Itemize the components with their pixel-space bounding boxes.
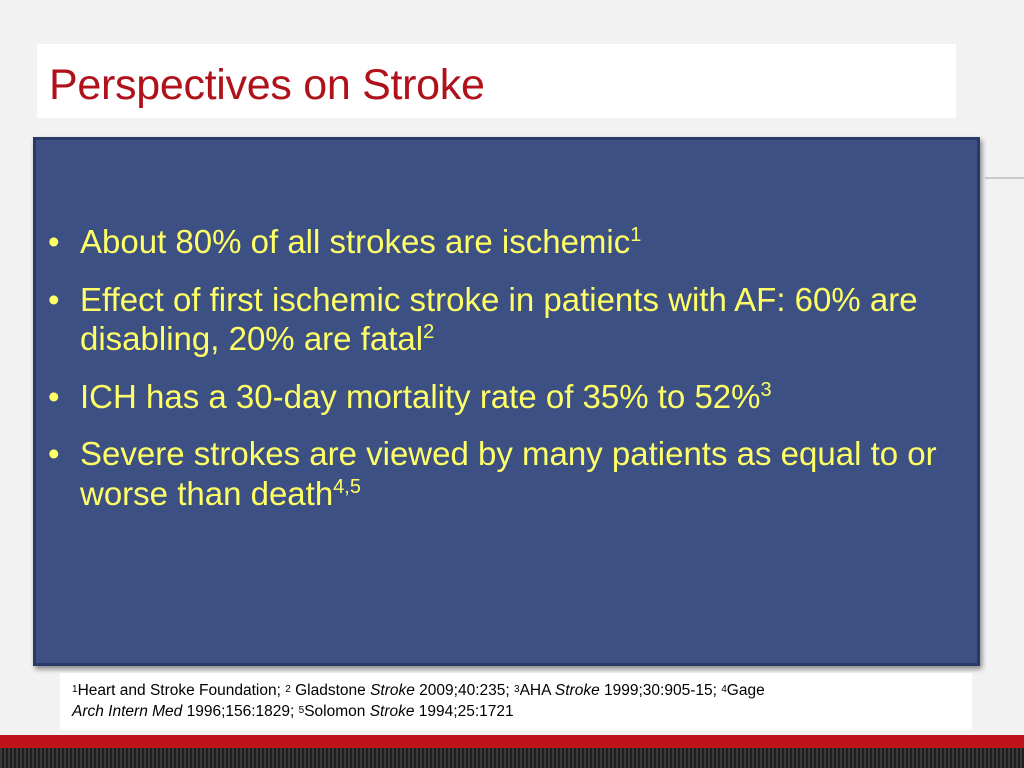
bullet-dot-icon: • (48, 377, 60, 415)
reference-number: 5 (298, 705, 305, 716)
reference-number: 1 (72, 684, 78, 695)
citation-number: 3 (760, 378, 772, 401)
bullet-dot-icon: • (48, 223, 60, 260)
reference-number: 3 (514, 684, 520, 695)
bullet-dot-icon: • (48, 435, 60, 473)
reference-number: 2 (285, 684, 291, 695)
bullet-text: Severe strokes are viewed by many patients as equal to or worse than death (80, 435, 937, 512)
reference-citation: 2009;40:235; (414, 682, 514, 699)
reference-text: Gage (726, 682, 765, 699)
citation-number: 4,5 (333, 475, 361, 498)
bullet-list (46, 222, 956, 532)
journal-name: Stroke (370, 682, 415, 699)
bullet-item (46, 280, 956, 359)
journal-name: Stroke (369, 703, 415, 720)
reference-text: Gladstone (290, 682, 371, 699)
title-box (37, 44, 956, 118)
citation-number: 1 (630, 224, 642, 246)
reference-citation: 1994;25:1721 (414, 703, 514, 720)
reference-number: 4 (721, 684, 727, 695)
bottom-accent-bar (0, 735, 1024, 748)
reference-citation: 1996;156:1829; (182, 703, 299, 720)
reference-text: Heart and Stroke Foundation; (77, 682, 286, 699)
bullet-item (46, 377, 956, 417)
reference-text: AHA (519, 682, 555, 699)
journal-name: Stroke (554, 682, 600, 699)
bullet-text: Effect of first ischemic stroke in patients with AF: 60% are disabling, 20% are fatal (80, 280, 918, 358)
bullet-text: ICH has a 30-day mortality rate of 35% to 52% (80, 377, 761, 415)
journal-name: Arch Intern Med (72, 703, 183, 720)
citation-number: 2 (423, 321, 435, 344)
references-box (60, 673, 972, 730)
bottom-stripe-bar (0, 748, 1024, 768)
bullet-text: About 80% of all strokes are ischemic (80, 223, 631, 260)
decorative-line (985, 177, 1024, 179)
slide-title: Perspectives on Stroke (49, 61, 485, 109)
bullet-item (46, 434, 956, 513)
content-box (33, 137, 980, 666)
bullet-item (46, 222, 956, 262)
bullet-dot-icon: • (48, 280, 60, 318)
reference-text: Solomon (304, 703, 370, 720)
reference-citation: 1999;30:905-15; (599, 682, 722, 699)
